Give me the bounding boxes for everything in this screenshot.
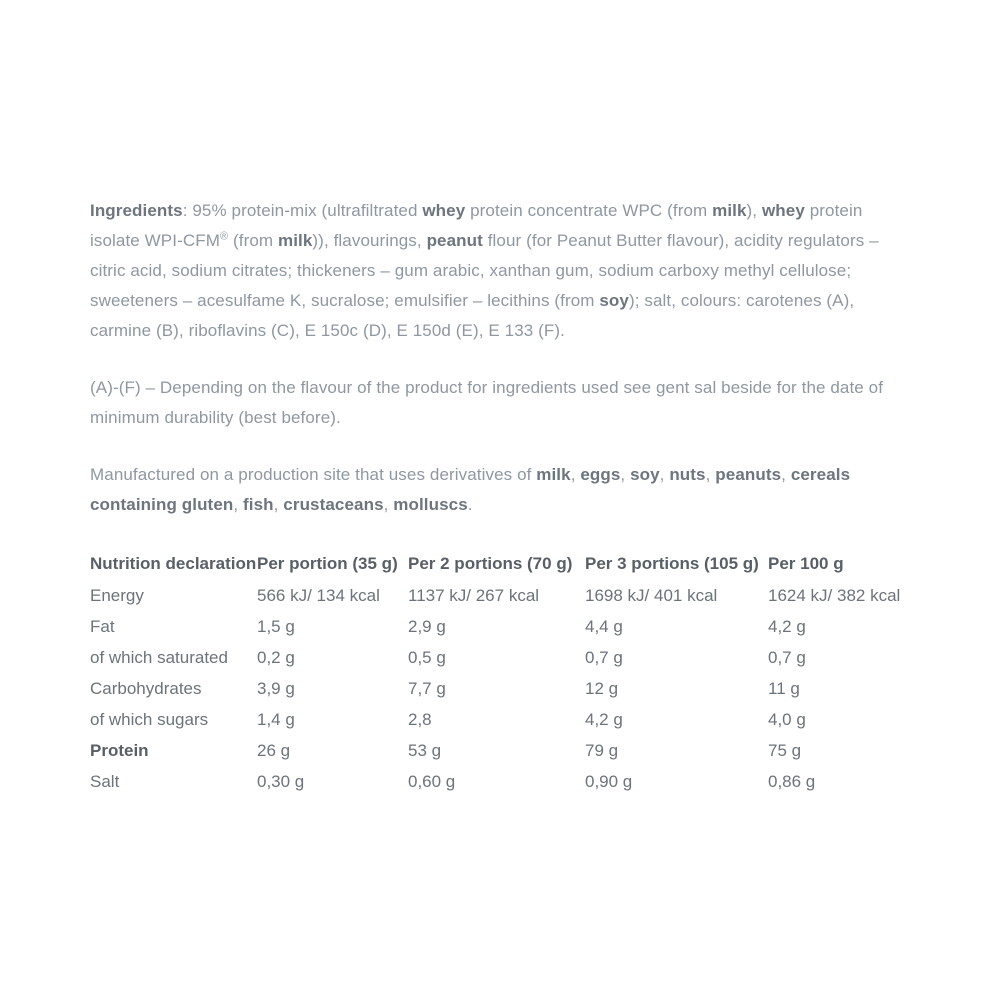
row-value: 1137 kJ/ 267 kcal — [408, 586, 540, 605]
row-value: 4,4 g — [585, 617, 623, 636]
row-value: 1,4 g — [257, 710, 295, 729]
text-segment: , — [570, 465, 581, 484]
text-segment: (from — [228, 231, 278, 250]
text-segment: : 95% protein-mix (ultrafiltrated — [182, 201, 423, 220]
row-value: 2,9 g — [408, 617, 446, 636]
column-header: Per 100 g — [768, 554, 844, 573]
text-segment: ), — [746, 201, 762, 220]
row-value: 0,5 g — [408, 648, 446, 667]
row-value: 7,7 g — [408, 679, 446, 698]
text-segment: soy — [599, 291, 629, 310]
flavour-note-paragraph — [90, 373, 910, 433]
text-segment: nuts — [669, 465, 706, 484]
row-value: 4,0 g — [768, 710, 806, 729]
row-label: Protein — [90, 741, 149, 760]
row-value: 1624 kJ/ 382 kcal — [768, 586, 901, 605]
table-row — [90, 580, 910, 611]
text-segment: protein concentrate WPC (from — [465, 201, 713, 220]
text-segment: soy — [630, 465, 660, 484]
row-label: Carbohydrates — [90, 679, 202, 698]
text-segment: , — [273, 495, 284, 514]
row-value: 566 kJ/ 134 kcal — [257, 586, 380, 605]
table-row — [90, 766, 910, 797]
nutrition-table-body — [90, 580, 910, 797]
text-segment: Ingredients — [90, 201, 183, 220]
text-segment: peanut — [426, 231, 483, 250]
row-label: Salt — [90, 772, 120, 791]
row-value: 12 g — [585, 679, 619, 698]
text-segment: , — [705, 465, 716, 484]
text-segment: cereals containing gluten — [90, 465, 851, 514]
row-value: 0,2 g — [257, 648, 295, 667]
text-segment: . — [467, 495, 473, 514]
row-label: of which sugars — [90, 710, 209, 729]
row-label: Fat — [90, 617, 115, 636]
ingredients-paragraph — [90, 196, 910, 346]
text-segment: , — [383, 495, 394, 514]
row-value: 2,8 — [408, 710, 432, 729]
nutrition-table-header-row — [90, 547, 910, 580]
text-segment: milk — [712, 201, 747, 220]
text-segment: peanuts — [715, 465, 782, 484]
text-segment: , — [233, 495, 244, 514]
row-label: Energy — [90, 586, 144, 605]
table-row — [90, 704, 910, 735]
nutrition-declaration-table — [90, 547, 910, 797]
row-value: 26 g — [257, 741, 291, 760]
row-value: 4,2 g — [768, 617, 806, 636]
row-value: 11 g — [768, 679, 800, 698]
text-segment: whey — [761, 201, 805, 220]
row-value: 1,5 g — [257, 617, 295, 636]
text-segment: )), flavourings, — [312, 231, 427, 250]
text-segment: , — [781, 465, 791, 484]
allergen-paragraph — [90, 460, 910, 520]
text-segment: , — [659, 465, 670, 484]
text-segment: flour (for Peanut Butter flavour), acidity regulators – citric acid, sodium citrates; thickeners – gum arabic, xanthan gum, sodium carboxy methyl cellulose; sweeteners – acesulfame K, sucralose; emulsifier – lecithins (from — [90, 231, 879, 310]
column-header: Per 2 portions (70 g) — [408, 554, 573, 573]
row-label: of which saturated — [90, 648, 228, 667]
row-value: 0,7 g — [768, 648, 806, 667]
column-header: Per portion (35 g) — [257, 554, 398, 573]
text-segment: protein isolate WPI-CFM — [90, 201, 863, 250]
text-segment: ® — [219, 230, 229, 243]
row-value: 0,7 g — [585, 648, 623, 667]
text-segment: fish — [243, 495, 274, 514]
text-segment: crustaceans — [283, 495, 384, 514]
row-value: 79 g — [585, 741, 619, 760]
table-row — [90, 611, 910, 642]
text-segment: whey — [422, 201, 466, 220]
row-value: 3,9 g — [257, 679, 295, 698]
text-segment: eggs — [580, 465, 621, 484]
table-row — [90, 735, 910, 766]
text-segment: molluscs — [393, 495, 468, 514]
text-segment: (A)-(F) – Depending on the flavour of the product for ingredients used see gent sal beside for the date of minimum durability (best before). — [90, 378, 884, 427]
table-row — [90, 642, 910, 673]
text-segment: milk — [536, 465, 571, 484]
row-value: 4,2 g — [585, 710, 623, 729]
row-value: 0,90 g — [585, 772, 633, 791]
row-value: 53 g — [408, 741, 442, 760]
column-header: Per 3 portions (105 g) — [585, 554, 759, 573]
text-segment: Manufactured on a production site that uses derivatives of — [90, 465, 537, 484]
text-segment: ); salt, colours: carotenes (A), carmine (B), riboflavins (C), E 150c (D), E 150d (E), E 133 (F). — [90, 291, 855, 340]
row-value: 1698 kJ/ 401 kcal — [585, 586, 718, 605]
row-value: 75 g — [768, 741, 802, 760]
text-segment: milk — [278, 231, 313, 250]
row-value: 0,86 g — [768, 772, 816, 791]
row-value: 0,60 g — [408, 772, 456, 791]
column-header: Nutrition declaration — [90, 554, 257, 573]
text-segment: , — [620, 465, 631, 484]
table-row — [90, 673, 910, 704]
row-value: 0,30 g — [257, 772, 305, 791]
